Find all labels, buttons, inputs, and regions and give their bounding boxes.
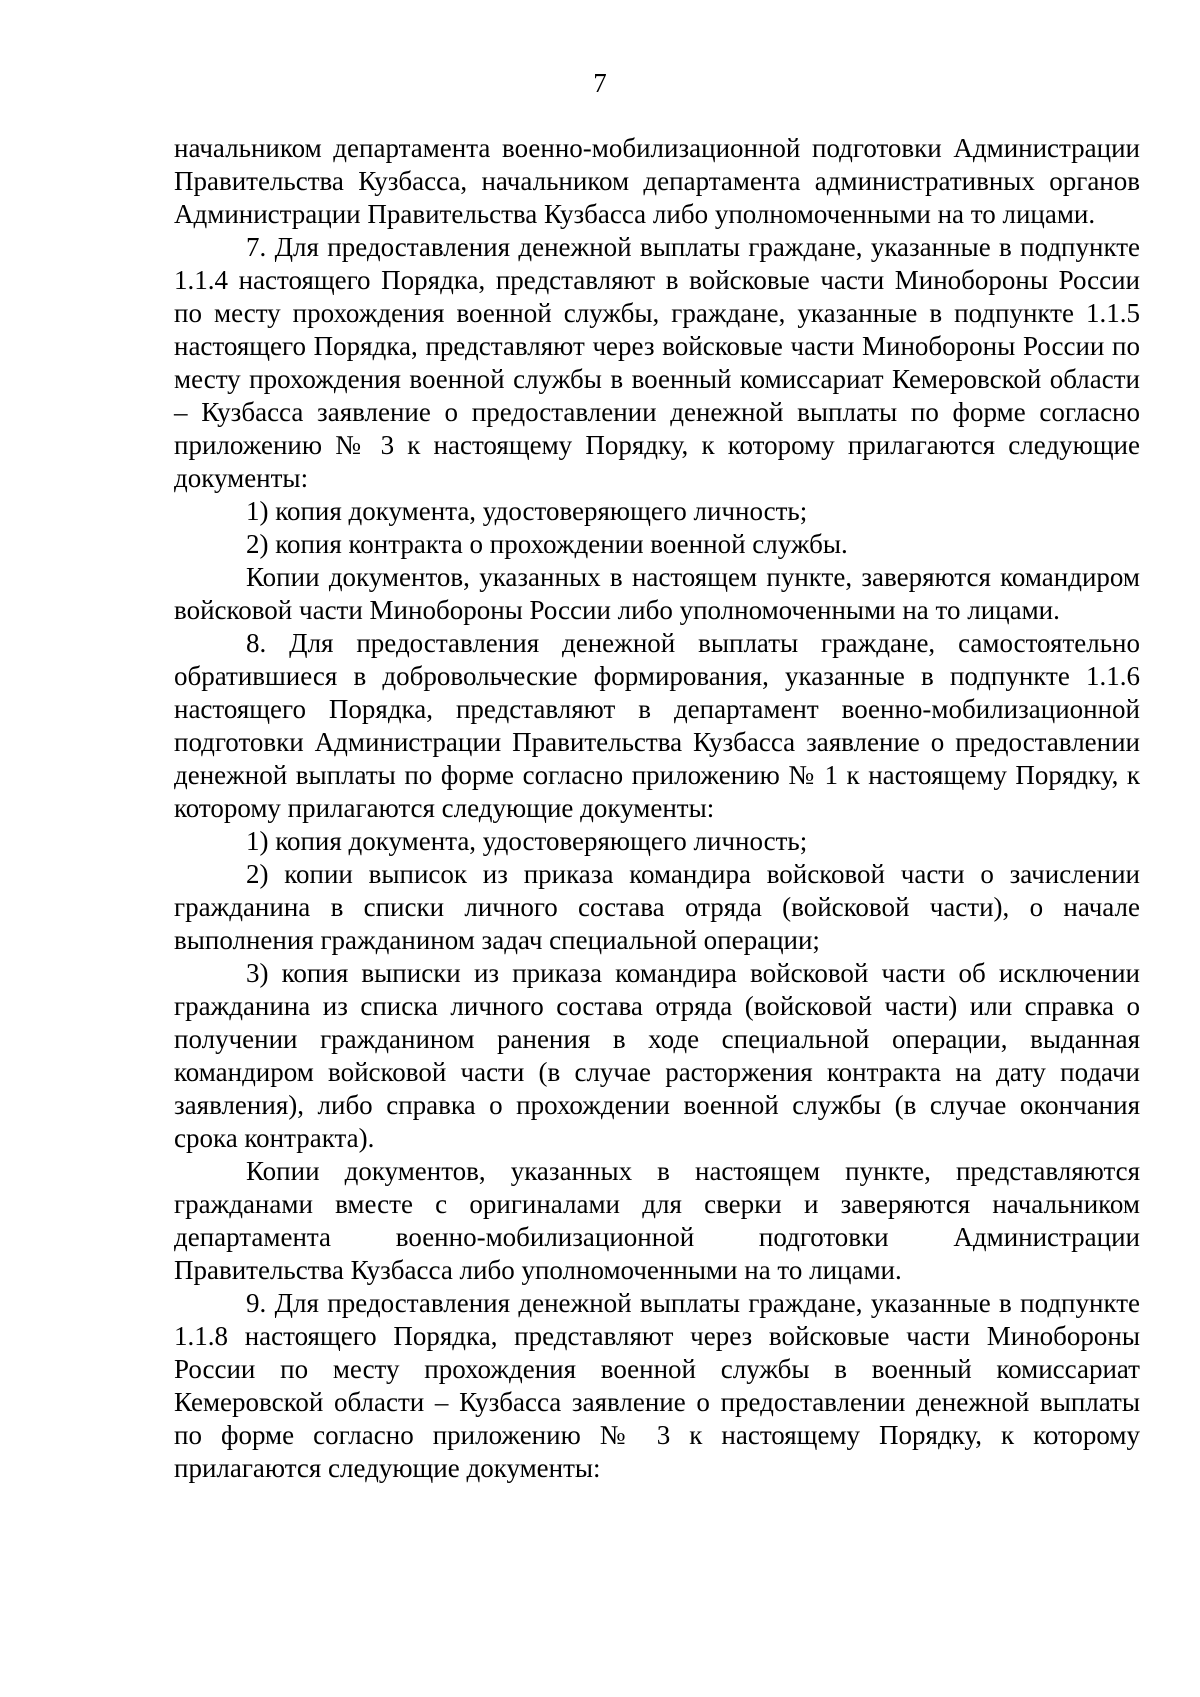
paragraph-note: Копии документов, указанных в настоящем пункте, заверяются командиром войсковой части Минобороны России либо уполномоченными на то лицами. (174, 562, 1140, 625)
paragraph-item-8: 8. Для предоставления денежной выплаты граждане, самостоятельно обратившиеся в добровольческие формирования, указанные в подпункте 1.1.6 настоящего Порядка, представляют в департамент военно-мобилизационной подготовки Администрации Правительства Кузбасса заявление о предоставлении денежной выплаты по форме согласно приложению № 1 к настоящему Порядку, к которому прилагаются следующие документы: (174, 628, 1140, 823)
paragraph-note: Копии документов, указанных в настоящем пункте, представляются гражданами вместе с оригиналами для сверки и заверяются начальником департамента военно-мобилизационной подготовки Администрации Правительства Кузбасса либо уполномоченными на то лицами. (174, 1156, 1140, 1285)
paragraph-continuation: начальником департамента военно-мобилизационной подготовки Администрации Правительства Кузбасса, начальником департамента административных органов Администрации Правительства Кузбасса либо уполномоченными на то лицами. (174, 133, 1140, 229)
page-number: 7 (593, 68, 607, 98)
list-item: 1) копия документа, удостоверяющего личность; (246, 496, 808, 526)
list-item: 3) копия выписки из приказа командира войсковой части об исключении гражданина из списка личного состава отряда (войсковой части) или справка о получении гражданином ранения в ходе специальной операции, выданная командиром войсковой части (в случае расторжения контракта на дату подачи заявления), либо справка о прохождении военной службы (в случае окончания срока контракта). (174, 958, 1140, 1153)
list-item: 2) копии выписок из приказа командира войсковой части о зачислении гражданина в списки личного состава отряда (войсковой части), о начале выполнения гражданином задач специальной операции; (174, 859, 1140, 955)
list-item: 2) копия контракта о прохождении военной службы. (246, 529, 848, 559)
document-body (174, 132, 1140, 1485)
list-item: 1) копия документа, удостоверяющего личность; (246, 826, 808, 856)
paragraph-item-9: 9. Для предоставления денежной выплаты граждане, указанные в подпункте 1.1.8 настоящего Порядка, представляют через войсковые части Минобороны России по месту прохождения военной службы в военный комиссариат Кемеровской области – Кузбасса заявление о предоставлении денежной выплаты по форме согласно приложению № 3 к настоящему Порядку, к которому прилагаются следующие документы: (174, 1288, 1140, 1483)
paragraph-item-7: 7. Для предоставления денежной выплаты граждане, указанные в подпункте 1.1.4 настоящего Порядка, представляют в войсковые части Минобороны России по месту прохождения военной службы, граждане, указанные в подпункте 1.1.5 настоящего Порядка, представляют через войсковые части Минобороны России по месту прохождения военной службы в военный комиссариат Кемеровской области – Кузбасса заявление о предоставлении денежной выплаты по форме согласно приложению № 3 к настоящему Порядку, к которому прилагаются следующие документы: (174, 232, 1140, 493)
